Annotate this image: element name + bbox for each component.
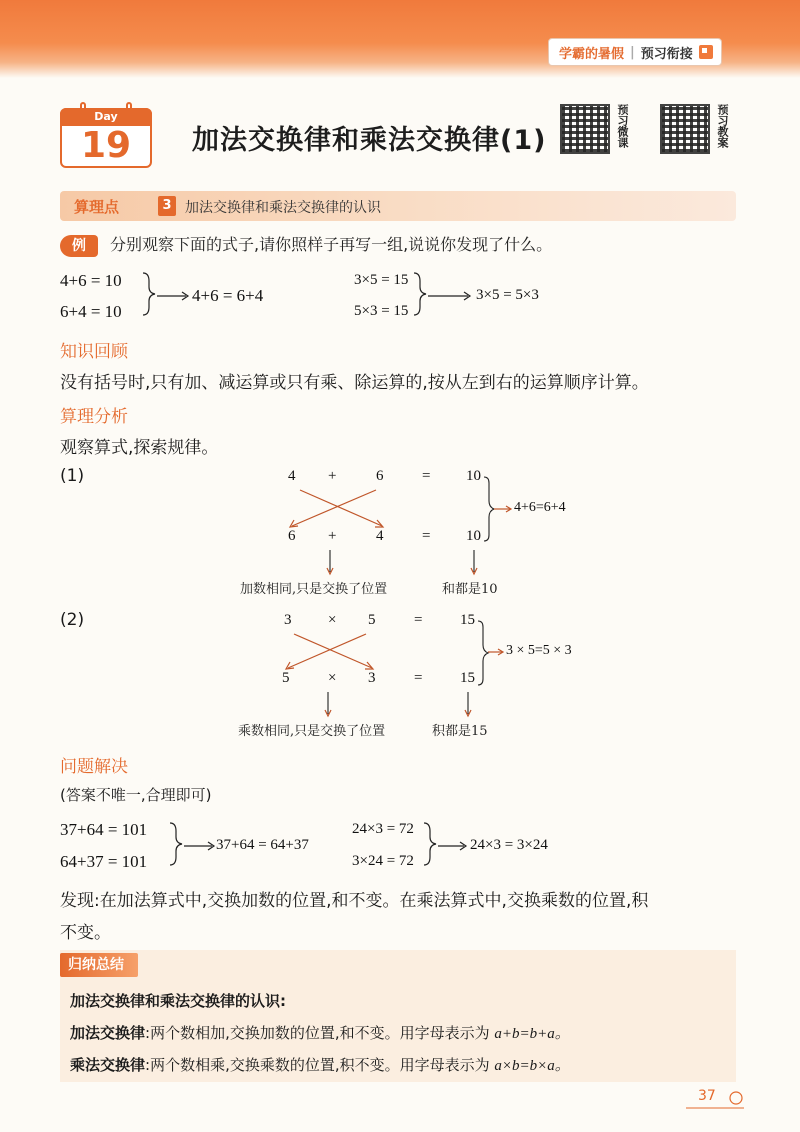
diagram2-top-b: 5: [368, 612, 376, 628]
brace-icon: [478, 621, 488, 685]
day-label: Day: [60, 108, 152, 126]
diagram1-top-sum: 10: [466, 468, 481, 484]
summary-add-label: 加法交换律: [70, 1024, 146, 1042]
diagram2-index: (2): [60, 610, 85, 630]
qr-label-lessonplan: 预习教案: [716, 104, 729, 148]
diagram2-result: 3 × 5=5 × 3: [506, 643, 572, 658]
diagram2-top-prod: 15: [460, 612, 475, 628]
example-mul-line1: 3×5 = 15: [354, 272, 409, 288]
diagram2-bottom-a: 5: [282, 670, 290, 686]
analysis-text: 观察算式,探索规律。: [60, 438, 219, 458]
diagram1-top-a: 4: [288, 468, 296, 484]
summary-mul-text: :两个数相乘,交换乘数的位置,积不变。用字母表示为: [145, 1056, 490, 1074]
diagram1-bottom-b: 4: [376, 528, 384, 544]
series-separator: |: [630, 44, 635, 60]
qr-label-microlesson: 预习微课: [616, 104, 629, 148]
example-add-line2: 6+4 = 10: [60, 302, 122, 321]
diagram1-note-left: 加数相同,只是交换了位置: [240, 582, 388, 597]
summary-mul-formula: a×b=b×a。: [494, 1058, 570, 1074]
solve-mul-result: 24×3 = 3×24: [470, 837, 548, 853]
diagram1-note-right: 和都是10: [442, 582, 498, 597]
solve-mul-line1: 24×3 = 72: [352, 821, 414, 837]
solve-add-line2: 64+37 = 101: [60, 852, 148, 871]
solve-mul-line2: 3×24 = 72: [352, 853, 414, 869]
brace-icon: [424, 823, 436, 865]
sun-swirl-icon: [730, 1092, 742, 1104]
brace-icon: [143, 273, 155, 315]
diagram1-top-op: +: [328, 468, 337, 484]
diagram2-top-eq: =: [414, 612, 423, 628]
solve-heading: 问题解决: [60, 757, 128, 777]
example-mul-line2: 5×3 = 15: [354, 303, 409, 319]
diagram2-note-right: 积都是15: [432, 724, 488, 739]
diagram1-index: (1): [60, 466, 85, 486]
diagram2-bottom-b: 3: [368, 670, 376, 686]
diagram1-bottom-a: 6: [288, 528, 296, 544]
diagram2-top-op: ×: [328, 612, 337, 628]
cross-line: [300, 490, 382, 526]
diagram1-bottom-eq: =: [422, 528, 431, 544]
example-tag: 例: [60, 235, 98, 257]
summary-tag: 归纳总结: [60, 953, 138, 977]
section-label: 算理点: [74, 198, 120, 216]
section-number: 3: [158, 196, 176, 216]
diagram1-result: 4+6=6+4: [514, 500, 566, 515]
summary-add-rule: [70, 1022, 570, 1043]
day-number: 19: [80, 125, 132, 166]
summary-mul-rule: [70, 1054, 570, 1075]
section-title: 加法交换律和乘法交换律的认识: [185, 200, 381, 216]
diagram2-bottom-prod: 15: [460, 670, 475, 686]
summary-add-text: :两个数相加,交换加数的位置,和不变。用字母表示为: [145, 1024, 490, 1042]
summary-title: 加法交换律和乘法交换律的认识:: [70, 992, 287, 1010]
example-mul-result: 3×5 = 5×3: [476, 287, 539, 303]
finding-line2: 不变。: [60, 923, 111, 943]
finding-line1: 发现:在加法算式中,交换加数的位置,和不变。在乘法算式中,交换乘数的位置,积: [60, 891, 649, 911]
cross-line: [294, 634, 372, 668]
example-prompt: 分别观察下面的式子,请你照样子再写一组,说说你发现了什么。: [110, 235, 553, 254]
review-text: 没有括号时,只有加、减运算或只有乘、除运算的,按从左到右的运算顺序计算。: [60, 373, 649, 393]
series-left: 学霸的暑假: [559, 46, 625, 62]
diagram1-bottom-op: +: [328, 528, 337, 544]
analysis-heading: 算理分析: [60, 407, 128, 427]
diagram2-bottom-eq: =: [414, 670, 423, 686]
diagram1-bottom-sum: 10: [466, 528, 481, 544]
example-add-line1: 4+6 = 10: [60, 271, 122, 290]
series-right: 预习衔接: [640, 46, 693, 62]
solve-add-line1: 37+64 = 101: [60, 820, 148, 839]
diagram1-top-eq: =: [422, 468, 431, 484]
brace-icon: [414, 273, 426, 315]
solve-add-result: 37+64 = 64+37: [216, 837, 309, 853]
brace-icon: [484, 477, 494, 541]
cross-line: [292, 490, 376, 526]
page-title: 加法交换律和乘法交换律(1): [192, 125, 547, 156]
diagram2-note-left: 乘数相同,只是交换了位置: [238, 724, 386, 739]
diagram1-top-b: 6: [376, 468, 384, 484]
diagram2-top-a: 3: [284, 612, 292, 628]
example-add-result: 4+6 = 6+4: [192, 286, 264, 305]
review-heading: 知识回顾: [60, 342, 128, 362]
brace-icon: [170, 823, 182, 865]
page-number: 37: [698, 1088, 716, 1104]
diagram2-bottom-op: ×: [328, 670, 337, 686]
solve-note: (答案不唯一,合理即可): [60, 786, 212, 804]
cross-line: [288, 634, 366, 668]
summary-add-formula: a+b=b+a。: [494, 1026, 570, 1042]
summary-mul-label: 乘法交换律: [70, 1056, 146, 1074]
